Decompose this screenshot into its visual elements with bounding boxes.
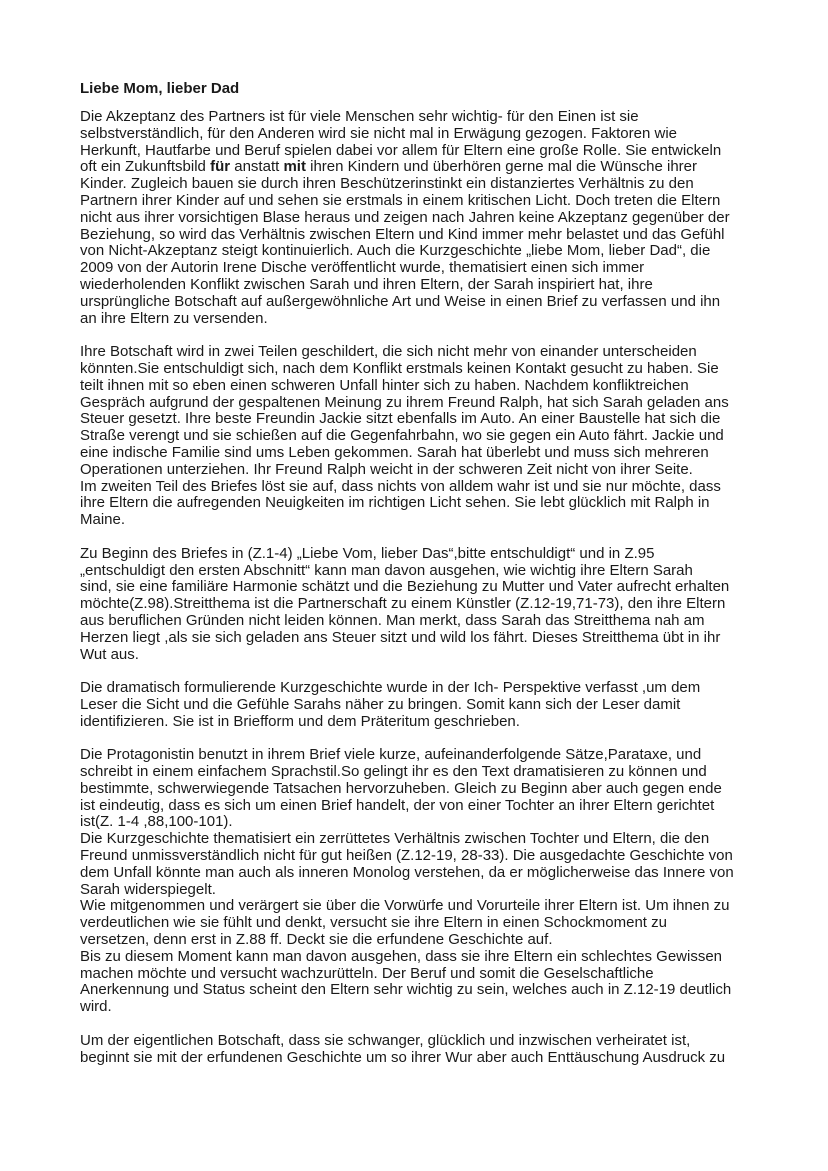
text-line: bestimmte, schwerwiegende Tatsachen hervorzuheben. Gleich zu Beginn aber auch gegen ende xyxy=(80,779,722,797)
text-line: Freund unmissverständlich nicht für gut heißen (Z.12-19, 28-33). Die ausgedachte Geschichte von xyxy=(80,847,733,865)
text-line: Wut aus. xyxy=(80,645,139,663)
text-line: verdeutlichen wie sie fühlt und denkt, versucht sie ihre Eltern in einen Schockmoment zu xyxy=(80,914,667,932)
text-line: Sarah widerspiegelt. xyxy=(80,880,216,898)
text-line: Partnern ihrer Kinder auf und sehen sie erstmals in einem kritischen Licht. Doch treten die Eltern xyxy=(80,191,721,209)
text-line: wiederholenden Konflikt zwischen Sarah und ihren Eltern, der Sarah inspiriert hat, ihre xyxy=(80,275,653,293)
text-line: Ihre Botschaft wird in zwei Teilen geschildert, die sich nicht mehr von einander unterscheiden xyxy=(80,343,697,361)
paragraph-perspective xyxy=(80,680,758,730)
text-line: ist eindeutig, dass es sich um einen Brief handelt, der von einer Tochter an ihrer Eltern gerichtet xyxy=(80,796,715,814)
document-title: Liebe Mom, lieber Dad xyxy=(80,80,240,97)
bold-word-mit: mit xyxy=(283,158,306,176)
text-line: Wie mitgenommen und verärgert sie über die Vorwürfe und Vorurteile ihrer Eltern ist. Um ihnen zu xyxy=(80,897,730,915)
text-line: Die Akzeptanz des Partners ist für viele Menschen sehr wichtig- für den Einen ist sie xyxy=(80,108,639,125)
text-line: an ihre Eltern zu versenden. xyxy=(80,309,268,327)
text-line: selbstverständlich, für den Anderen wird sie nicht mal in Erwägung gezogen. Faktoren wie xyxy=(80,124,677,142)
paragraph-intro xyxy=(80,109,758,327)
text-line: nicht aus ihrer vorsichtigen Blase heraus und zeigen nach Jahren keine Akzeptanz gegenüber der xyxy=(80,208,730,226)
text-line: aus beruflichen Gründen nicht leiden können. Man merkt, dass Sarah das Streitthema nah am xyxy=(80,611,705,629)
paragraph-message xyxy=(80,1033,758,1067)
text-line: von Nicht-Akzeptanz steigt kontinuierlich. Auch die Kurzgeschichte „liebe Mom, lieber Dad“, die xyxy=(80,242,711,260)
text-line: schreibt in einem einfachem Sprachstil.So gelingt ihr es den Text dramatisieren zu können und xyxy=(80,763,707,781)
paragraph-summary xyxy=(80,344,758,529)
text-line: Die dramatisch formulierende Kurzgeschichte wurde in der Ich- Perspektive verfasst ,um dem xyxy=(80,679,701,697)
text-line: versetzen, denn erst in Z.88 ff. Deckt sie die erfundene Geschichte auf. xyxy=(80,931,553,949)
text-line: Um der eigentlichen Botschaft, dass sie schwanger, glücklich und inzwischen verheiratet ist, xyxy=(80,1031,691,1049)
text-run: ihren Kindern und überhören gerne mal die Wünsche ihrer xyxy=(305,158,698,176)
text-line: Anerkennung und Status scheint den Eltern sehr wichtig zu sein, welches auch in Z.12-19 deutlich xyxy=(80,981,732,999)
paragraph-analysis xyxy=(80,747,758,1016)
text-line: ihre Eltern die aufregenden Neuigkeiten im richtigen Licht sehen. Sie lebt glücklich mit Ralph in xyxy=(80,494,710,512)
text-line: 2009 von der Autorin Irene Dische veröffentlicht wurde, thematisiert einen sich immer xyxy=(80,259,645,277)
paragraph-beginning xyxy=(80,546,758,664)
text-line: Kinder. Zugleich bauen sie durch ihren Beschützerinstinkt ein distanziertes Verhältnis zu den xyxy=(80,175,694,193)
text-line: könnten.Sie entschuldigt sich, nach dem Konflikt erstmals keinen Kontakt gesucht zu haben. Sie xyxy=(80,359,719,377)
text-line: Operationen unterziehen. Ihr Freund Ralph weicht in der schweren Zeit nicht von ihrer Seite. xyxy=(80,460,693,478)
text-line: teilt ihnen mit so eben einen schweren Unfall hinter sich zu haben. Nachdem konfliktreichen xyxy=(80,376,689,394)
text-line: Im zweiten Teil des Briefes löst sie auf, dass nichts von alldem wahr ist und sie nur möchte, dass xyxy=(80,477,721,495)
text-line: beginnt sie mit der erfundenen Geschichte um so ihrer Wur aber auch Enttäuschung Ausdruck zu xyxy=(80,1048,726,1066)
text-line: Zu Beginn des Briefes in (Z.1-4) „Liebe Vom, lieber Das“,bitte entschuldigt“ und in Z.95 xyxy=(80,544,655,562)
text-run: anstatt xyxy=(230,158,284,176)
text-line: möchte(Z.98).Streitthema ist die Partnerschaft zu einem Künstler (Z.12-19,71-73), den ihre Eltern xyxy=(80,595,726,613)
text-line: Straße verengt und sie schießen auf die Gegenfahrbahn, wo sie gegen ein Auto fährt. Jackie und xyxy=(80,427,724,445)
text-line: ursprüngliche Botschaft auf außergewöhnliche Art und Weise in einen Brief zu verfassen und ihn xyxy=(80,292,721,310)
text-line: wird. xyxy=(80,998,112,1016)
text-line: dem Unfall könnte man auch als inneren Monolog verstehen, da er möglicherweise das Innere von xyxy=(80,863,734,881)
text-line: eine indische Familie sind ums Leben gekommen. Sarah hat überlebt und muss sich mehreren xyxy=(80,443,709,461)
text-line: Beziehung, so wird das Verhältnis zwischen Eltern und Kind immer mehr belastet und das Gefühl xyxy=(80,225,725,243)
text-line: Herkunft, Hautfarbe und Beruf spielen dabei vor allem für Eltern eine große Rolle. Sie entwickeln xyxy=(80,141,722,159)
bold-word-fuer: für xyxy=(210,158,231,176)
text-line: Herzen liegt ,als sie sich geladen ans Steuer sitzt und wild los fährt. Dieses Streitthema übt in ihr xyxy=(80,628,721,646)
text-line: Gespräch aufgrund der gespaltenen Meinung zu ihrem Freund Ralph, hat sich Sarah geladen ans xyxy=(80,393,729,411)
text-line: Bis zu diesem Moment kann man davon ausgehen, dass sie ihre Eltern ein schlechtes Gewissen xyxy=(80,947,723,965)
text-run: oft ein Zukunftsbild xyxy=(80,158,211,176)
text-line: Leser die Sicht und die Gefühle Sarahs näher zu bringen. Somit kann sich der Leser damit xyxy=(80,695,681,713)
text-line xyxy=(80,159,758,176)
text-line: machen möchte und versucht wachzurütteln. Der Beruf und somit die Geselschaftliche xyxy=(80,964,654,982)
text-line: identifizieren. Sie ist in Briefform und dem Präteritum geschrieben. xyxy=(80,712,520,730)
text-line: Die Protagonistin benutzt in ihrem Brief viele kurze, aufeinanderfolgende Sätze,Parataxe, und xyxy=(80,746,702,764)
text-line: sind, sie eine familiäre Harmonie schätzt und die Beziehung zu Mutter und Vater aufrecht erhalten xyxy=(80,578,730,596)
text-line: „entschuldigt den ersten Abschnitt“ kann man davon ausgehen, wie wichtig ihre Eltern Sarah xyxy=(80,561,693,579)
text-line: Steuer gesetzt. Ihre beste Freundin Jackie sitzt ebenfalls im Auto. An einer Baustelle hat sich die xyxy=(80,410,721,428)
text-line: Die Kurzgeschichte thematisiert ein zerrüttetes Verhältnis zwischen Tochter und Eltern, die den xyxy=(80,830,710,848)
text-line: Maine. xyxy=(80,511,126,529)
text-line: ist(Z. 1-4 ,88,100-101). xyxy=(80,813,233,831)
